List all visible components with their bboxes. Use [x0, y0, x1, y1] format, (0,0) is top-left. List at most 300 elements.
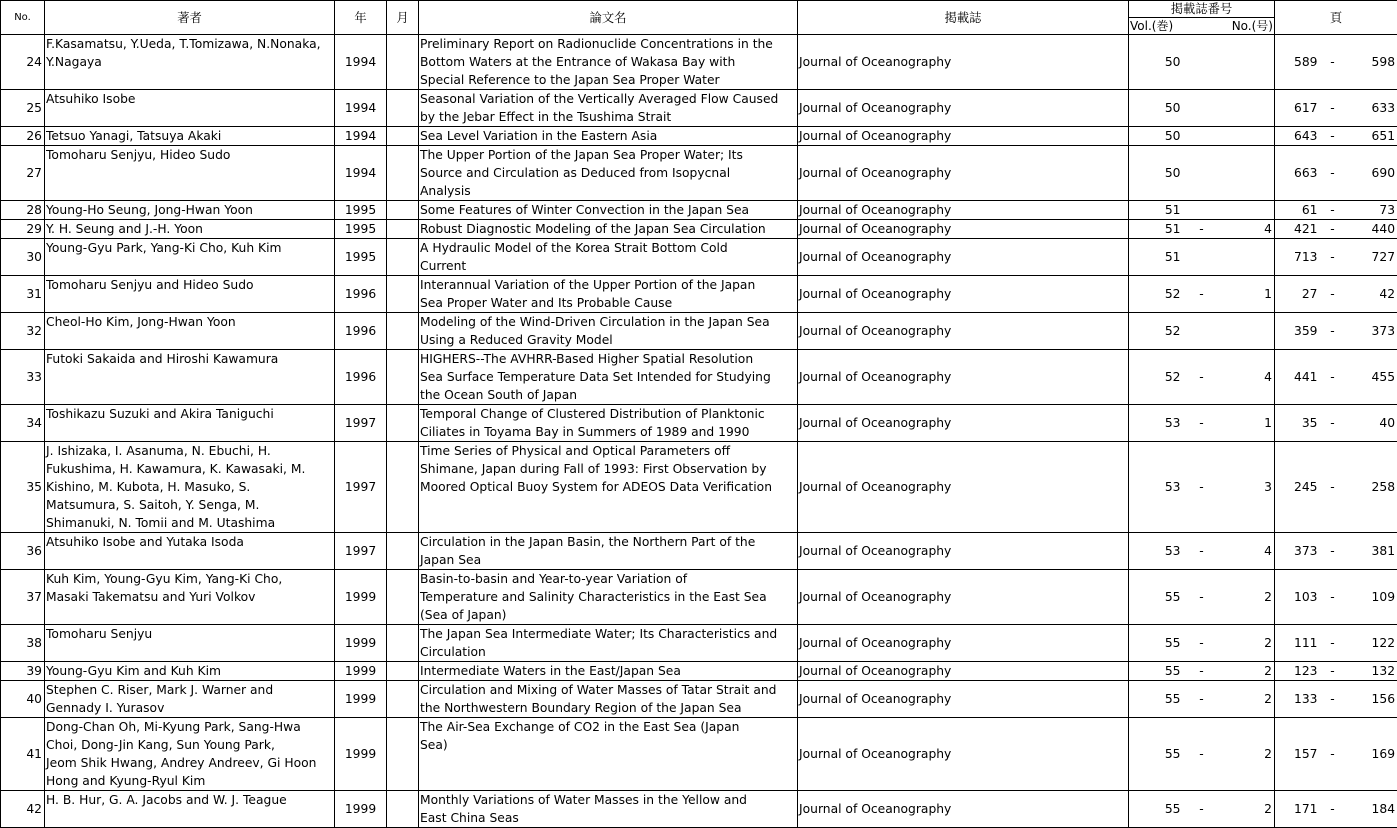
table-row [1, 35, 1397, 90]
table-row [1, 533, 1397, 570]
issue-cell: 4 [1215, 350, 1275, 405]
journal-cell: Journal of Oceanography [798, 35, 1129, 90]
table-row [1, 220, 1397, 239]
title-cell-line: A Hydraulic Model of the Korea Strait Bottom Cold [420, 239, 796, 257]
journal-cell: Journal of Oceanography [798, 662, 1129, 681]
page-dash: - [1320, 625, 1346, 662]
row-number: 37 [1, 570, 45, 625]
volume-dash [1189, 90, 1215, 127]
title-cell-line: East China Seas [420, 809, 796, 827]
volume-dash [1189, 239, 1215, 276]
authors-cell [45, 718, 335, 791]
volume-cell: 50 [1129, 35, 1189, 90]
year-cell: 1997 [335, 533, 387, 570]
table-row [1, 127, 1397, 146]
issue-cell [1215, 127, 1275, 146]
title-cell-line: Circulation and Mixing of Water Masses of Tatar Strait and [420, 681, 796, 699]
title-cell-line: The Japan Sea Intermediate Water; Its Characteristics and [420, 625, 796, 643]
page-end-cell: 651 [1346, 127, 1397, 146]
journal-cell: Journal of Oceanography [798, 350, 1129, 405]
month-cell [387, 313, 419, 350]
header-issue: No.(号) [1215, 18, 1275, 35]
title-cell-line: Circulation [420, 643, 796, 661]
volume-dash: - [1189, 405, 1215, 442]
row-number: 38 [1, 625, 45, 662]
issue-cell: 4 [1215, 220, 1275, 239]
volume-cell: 53 [1129, 405, 1189, 442]
page-start-cell: 617 [1275, 90, 1320, 127]
table-row [1, 718, 1397, 791]
title-cell-line: Current [420, 257, 796, 275]
authors-cell-line: Atsuhiko Isobe [46, 90, 333, 108]
volume-dash: - [1189, 681, 1215, 718]
header-year: 年 [335, 1, 387, 35]
volume-cell: 52 [1129, 276, 1189, 313]
issue-cell: 2 [1215, 662, 1275, 681]
volume-dash [1189, 146, 1215, 201]
authors-cell-line: Matsumura, S. Saitoh, Y. Senga, M. [46, 496, 333, 514]
title-cell-line: Using a Reduced Gravity Model [420, 331, 796, 349]
issue-cell [1215, 90, 1275, 127]
title-cell [419, 313, 798, 350]
authors-cell-line: Cheol-Ho Kim, Jong-Hwan Yoon [46, 313, 333, 331]
title-cell-line: Source and Circulation as Deduced from Isopycnal [420, 164, 796, 182]
month-cell [387, 442, 419, 533]
table-row [1, 625, 1397, 662]
journal-cell: Journal of Oceanography [798, 127, 1129, 146]
page-dash: - [1320, 681, 1346, 718]
issue-cell: 2 [1215, 681, 1275, 718]
page-dash: - [1320, 718, 1346, 791]
issue-cell [1215, 146, 1275, 201]
volume-dash [1189, 201, 1215, 220]
authors-cell-line: F.Kasamatsu, Y.Ueda, T.Tomizawa, N.Nonaka, [46, 35, 333, 53]
table-row [1, 201, 1397, 220]
title-cell [419, 681, 798, 718]
title-cell-line: (Sea of Japan) [420, 606, 796, 624]
table-row [1, 791, 1397, 828]
table-row [1, 146, 1397, 201]
page-end-cell: 258 [1346, 442, 1397, 533]
authors-cell-line: Gennady I. Yurasov [46, 699, 333, 717]
title-cell-line: Shimane, Japan during Fall of 1993: First Observation by [420, 460, 796, 478]
authors-cell [45, 625, 335, 662]
title-cell [419, 405, 798, 442]
title-cell [419, 662, 798, 681]
page-start-cell: 35 [1275, 405, 1320, 442]
page-dash: - [1320, 127, 1346, 146]
volume-dash: - [1189, 442, 1215, 533]
volume-cell: 51 [1129, 201, 1189, 220]
authors-cell [45, 201, 335, 220]
volume-dash: - [1189, 276, 1215, 313]
title-cell-line: Sea Level Variation in the Eastern Asia [420, 127, 796, 145]
year-cell: 1996 [335, 350, 387, 405]
row-number: 41 [1, 718, 45, 791]
header-issue-group: 掲載誌番号 [1129, 1, 1275, 18]
title-cell-line: Monthly Variations of Water Masses in the Yellow and [420, 791, 796, 809]
issue-cell [1215, 313, 1275, 350]
issue-cell: 4 [1215, 533, 1275, 570]
volume-dash: - [1189, 533, 1215, 570]
journal-cell: Journal of Oceanography [798, 90, 1129, 127]
page-end-cell: 440 [1346, 220, 1397, 239]
year-cell: 1995 [335, 220, 387, 239]
issue-cell [1215, 239, 1275, 276]
month-cell [387, 791, 419, 828]
page-start-cell: 111 [1275, 625, 1320, 662]
title-cell [419, 146, 798, 201]
authors-cell-line: Choi, Dong-Jin Kang, Sun Young Park, [46, 736, 333, 754]
volume-cell: 55 [1129, 718, 1189, 791]
authors-cell-line: Tetsuo Yanagi, Tatsuya Akaki [46, 127, 333, 145]
authors-cell [45, 350, 335, 405]
page-dash: - [1320, 405, 1346, 442]
page-start-cell: 245 [1275, 442, 1320, 533]
authors-cell-line: Futoki Sakaida and Hiroshi Kawamura [46, 350, 333, 368]
volume-dash [1189, 127, 1215, 146]
authors-cell-line: Masaki Takematsu and Yuri Volkov [46, 588, 333, 606]
authors-cell-line: Tomoharu Senjyu [46, 625, 333, 643]
title-cell [419, 127, 798, 146]
volume-cell: 55 [1129, 791, 1189, 828]
volume-cell: 52 [1129, 350, 1189, 405]
row-number: 32 [1, 313, 45, 350]
row-number: 39 [1, 662, 45, 681]
authors-cell-line: Y.Nagaya [46, 53, 333, 71]
authors-cell-line: Toshikazu Suzuki and Akira Taniguchi [46, 405, 333, 423]
page-end-cell: 373 [1346, 313, 1397, 350]
volume-dash [1189, 35, 1215, 90]
page-dash: - [1320, 146, 1346, 201]
table-row [1, 662, 1397, 681]
month-cell [387, 570, 419, 625]
page-dash: - [1320, 239, 1346, 276]
row-number: 27 [1, 146, 45, 201]
year-cell: 1996 [335, 276, 387, 313]
title-cell-line: Special Reference to the Japan Sea Proper Water [420, 71, 796, 89]
header-pages: 頁 [1275, 1, 1397, 35]
page-end-cell: 727 [1346, 239, 1397, 276]
volume-cell: 55 [1129, 570, 1189, 625]
header-row-1 [1, 1, 1397, 18]
page-start-cell: 663 [1275, 146, 1320, 201]
page-end-cell: 598 [1346, 35, 1397, 90]
page-dash: - [1320, 276, 1346, 313]
header-title: 論文名 [419, 1, 798, 35]
title-cell [419, 791, 798, 828]
authors-cell-line: Y. H. Seung and J.-H. Yoon [46, 220, 333, 238]
row-number: 25 [1, 90, 45, 127]
authors-cell-line: Young-Gyu Park, Yang-Ki Cho, Kuh Kim [46, 239, 333, 257]
year-cell: 1997 [335, 442, 387, 533]
month-cell [387, 239, 419, 276]
journal-cell: Journal of Oceanography [798, 201, 1129, 220]
volume-cell: 50 [1129, 127, 1189, 146]
month-cell [387, 220, 419, 239]
volume-cell: 53 [1129, 442, 1189, 533]
page-dash: - [1320, 791, 1346, 828]
issue-cell: 2 [1215, 625, 1275, 662]
journal-cell: Journal of Oceanography [798, 718, 1129, 791]
title-cell [419, 442, 798, 533]
journal-cell: Journal of Oceanography [798, 313, 1129, 350]
month-cell [387, 35, 419, 90]
page-end-cell: 381 [1346, 533, 1397, 570]
table-row [1, 442, 1397, 533]
row-number: 35 [1, 442, 45, 533]
authors-cell [45, 442, 335, 533]
month-cell [387, 350, 419, 405]
journal-cell: Journal of Oceanography [798, 791, 1129, 828]
page-dash: - [1320, 201, 1346, 220]
journal-cell: Journal of Oceanography [798, 681, 1129, 718]
authors-cell-line: Shimanuki, N. Tomii and M. Utashima [46, 514, 333, 532]
volume-cell: 51 [1129, 220, 1189, 239]
page-start-cell: 373 [1275, 533, 1320, 570]
volume-cell: 52 [1129, 313, 1189, 350]
month-cell [387, 127, 419, 146]
authors-cell-line: Jeom Shik Hwang, Andrey Andreev, Gi Hoon [46, 754, 333, 772]
title-cell [419, 625, 798, 662]
volume-cell: 55 [1129, 625, 1189, 662]
issue-cell: 2 [1215, 718, 1275, 791]
page-start-cell: 643 [1275, 127, 1320, 146]
authors-cell [45, 791, 335, 828]
title-cell [419, 90, 798, 127]
page-end-cell: 40 [1346, 405, 1397, 442]
table-row [1, 239, 1397, 276]
table-row [1, 90, 1397, 127]
header-author: 著者 [45, 1, 335, 35]
year-cell: 1999 [335, 791, 387, 828]
title-cell-line: Bottom Waters at the Entrance of Wakasa Bay with [420, 53, 796, 71]
authors-cell-line: Hong and Kyung-Ryul Kim [46, 772, 333, 790]
issue-cell: 2 [1215, 791, 1275, 828]
header-no: No. [1, 1, 45, 35]
authors-cell-line: Young-Ho Seung, Jong-Hwan Yoon [46, 201, 333, 219]
authors-cell [45, 90, 335, 127]
page-dash: - [1320, 35, 1346, 90]
title-cell-line: The Upper Portion of the Japan Sea Proper Water; Its [420, 146, 796, 164]
volume-dash: - [1189, 791, 1215, 828]
authors-cell [45, 127, 335, 146]
authors-cell-line: Kishino, M. Kubota, H. Masuko, S. [46, 478, 333, 496]
page-start-cell: 421 [1275, 220, 1320, 239]
table-body [1, 35, 1397, 828]
page-start-cell: 133 [1275, 681, 1320, 718]
row-number: 26 [1, 127, 45, 146]
authors-cell [45, 570, 335, 625]
journal-cell: Journal of Oceanography [798, 625, 1129, 662]
page-dash: - [1320, 220, 1346, 239]
page-dash: - [1320, 662, 1346, 681]
journal-cell: Journal of Oceanography [798, 239, 1129, 276]
volume-cell: 50 [1129, 90, 1189, 127]
title-cell-line: Analysis [420, 182, 796, 200]
journal-cell: Journal of Oceanography [798, 220, 1129, 239]
title-cell-line: Temperature and Salinity Characteristics in the East Sea [420, 588, 796, 606]
volume-dash: - [1189, 625, 1215, 662]
page-dash: - [1320, 533, 1346, 570]
title-cell-line: Time Series of Physical and Optical Parameters off [420, 442, 796, 460]
volume-cell: 55 [1129, 662, 1189, 681]
page-dash: - [1320, 90, 1346, 127]
year-cell: 1995 [335, 239, 387, 276]
page-end-cell: 132 [1346, 662, 1397, 681]
header-month: 月 [387, 1, 419, 35]
authors-cell [45, 313, 335, 350]
title-cell-line: Robust Diagnostic Modeling of the Japan Sea Circulation [420, 220, 796, 238]
month-cell [387, 533, 419, 570]
page-end-cell: 455 [1346, 350, 1397, 405]
row-number: 40 [1, 681, 45, 718]
volume-cell: 50 [1129, 146, 1189, 201]
year-cell: 1995 [335, 201, 387, 220]
title-cell-line: Seasonal Variation of the Vertically Averaged Flow Caused [420, 90, 796, 108]
page-end-cell: 109 [1346, 570, 1397, 625]
row-number: 42 [1, 791, 45, 828]
table-row [1, 350, 1397, 405]
title-cell-line: Some Features of Winter Convection in the Japan Sea [420, 201, 796, 219]
authors-cell [45, 220, 335, 239]
authors-cell-line: Dong-Chan Oh, Mi-Kyung Park, Sang-Hwa [46, 718, 333, 736]
page-start-cell: 713 [1275, 239, 1320, 276]
page-start-cell: 123 [1275, 662, 1320, 681]
page-end-cell: 184 [1346, 791, 1397, 828]
year-cell: 1999 [335, 681, 387, 718]
month-cell [387, 625, 419, 662]
title-cell-line: HIGHERS--The AVHRR-Based Higher Spatial Resolution [420, 350, 796, 368]
title-cell-line: Circulation in the Japan Basin, the Northern Part of the [420, 533, 796, 551]
title-cell-line: The Air-Sea Exchange of CO2 in the East Sea (Japan [420, 718, 796, 736]
year-cell: 1996 [335, 313, 387, 350]
journal-cell: Journal of Oceanography [798, 276, 1129, 313]
title-cell [419, 201, 798, 220]
title-cell-line: Sea Surface Temperature Data Set Intended for Studying [420, 368, 796, 386]
authors-cell-line: Fukushima, H. Kawamura, K. Kawasaki, M. [46, 460, 333, 478]
issue-cell: 1 [1215, 276, 1275, 313]
row-number: 24 [1, 35, 45, 90]
authors-cell [45, 35, 335, 90]
header-journal: 掲載誌 [798, 1, 1129, 35]
year-cell: 1994 [335, 35, 387, 90]
title-cell [419, 570, 798, 625]
volume-cell: 55 [1129, 681, 1189, 718]
authors-cell [45, 662, 335, 681]
title-cell-line: Preliminary Report on Radionuclide Concentrations in the [420, 35, 796, 53]
authors-cell [45, 239, 335, 276]
page-end-cell: 73 [1346, 201, 1397, 220]
table-row [1, 570, 1397, 625]
table-row [1, 405, 1397, 442]
page-dash: - [1320, 350, 1346, 405]
title-cell [419, 718, 798, 791]
row-number: 36 [1, 533, 45, 570]
authors-cell-line: H. B. Hur, G. A. Jacobs and W. J. Teague [46, 791, 333, 809]
title-cell-line: by the Jebar Effect in the Tsushima Strait [420, 108, 796, 126]
volume-dash: - [1189, 662, 1215, 681]
page-start-cell: 441 [1275, 350, 1320, 405]
page-start-cell: 61 [1275, 201, 1320, 220]
volume-dash: - [1189, 570, 1215, 625]
authors-cell [45, 681, 335, 718]
authors-cell-line: J. Ishizaka, I. Asanuma, N. Ebuchi, H. [46, 442, 333, 460]
journal-cell: Journal of Oceanography [798, 442, 1129, 533]
page-start-cell: 103 [1275, 570, 1320, 625]
year-cell: 1999 [335, 662, 387, 681]
issue-cell: 3 [1215, 442, 1275, 533]
volume-dash: - [1189, 718, 1215, 791]
title-cell-line: Temporal Change of Clustered Distribution of Planktonic [420, 405, 796, 423]
page-start-cell: 589 [1275, 35, 1320, 90]
table-row [1, 313, 1397, 350]
issue-cell [1215, 35, 1275, 90]
year-cell: 1994 [335, 90, 387, 127]
row-number: 34 [1, 405, 45, 442]
title-cell-line: the Ocean South of Japan [420, 386, 796, 404]
title-cell-line: the Northwestern Boundary Region of the Japan Sea [420, 699, 796, 717]
year-cell: 1999 [335, 718, 387, 791]
row-number: 33 [1, 350, 45, 405]
authors-cell-line: Kuh Kim, Young-Gyu Kim, Yang-Ki Cho, [46, 570, 333, 588]
authors-cell-line: Young-Gyu Kim and Kuh Kim [46, 662, 333, 680]
page-end-cell: 42 [1346, 276, 1397, 313]
volume-cell: 53 [1129, 533, 1189, 570]
issue-cell: 1 [1215, 405, 1275, 442]
volume-dash [1189, 313, 1215, 350]
title-cell [419, 239, 798, 276]
journal-cell: Journal of Oceanography [798, 146, 1129, 201]
page-end-cell: 690 [1346, 146, 1397, 201]
table-row [1, 681, 1397, 718]
authors-cell [45, 276, 335, 313]
title-cell-line: Sea Proper Water and Its Probable Cause [420, 294, 796, 312]
month-cell [387, 146, 419, 201]
page-start-cell: 171 [1275, 791, 1320, 828]
year-cell: 1999 [335, 625, 387, 662]
row-number: 29 [1, 220, 45, 239]
row-number: 30 [1, 239, 45, 276]
title-cell-line: Basin-to-basin and Year-to-year Variation of [420, 570, 796, 588]
page-dash: - [1320, 313, 1346, 350]
authors-cell-line: Atsuhiko Isobe and Yutaka Isoda [46, 533, 333, 551]
month-cell [387, 90, 419, 127]
authors-cell [45, 405, 335, 442]
month-cell [387, 718, 419, 791]
authors-cell [45, 146, 335, 201]
page-end-cell: 122 [1346, 625, 1397, 662]
year-cell: 1997 [335, 405, 387, 442]
title-cell [419, 533, 798, 570]
title-cell [419, 276, 798, 313]
page-end-cell: 169 [1346, 718, 1397, 791]
title-cell-line: Modeling of the Wind-Driven Circulation in the Japan Sea [420, 313, 796, 331]
volume-dash: - [1189, 220, 1215, 239]
page-start-cell: 27 [1275, 276, 1320, 313]
authors-cell-line: Tomoharu Senjyu and Hideo Sudo [46, 276, 333, 294]
year-cell: 1999 [335, 570, 387, 625]
issue-cell: 2 [1215, 570, 1275, 625]
journal-cell: Journal of Oceanography [798, 405, 1129, 442]
title-cell-line: Ciliates in Toyama Bay in Summers of 1989 and 1990 [420, 423, 796, 441]
row-number: 31 [1, 276, 45, 313]
month-cell [387, 662, 419, 681]
page-end-cell: 633 [1346, 90, 1397, 127]
title-cell-line: Moored Optical Buoy System for ADEOS Data Verification [420, 478, 796, 496]
volume-cell: 51 [1129, 239, 1189, 276]
authors-cell-line: Stephen C. Riser, Mark J. Warner and [46, 681, 333, 699]
